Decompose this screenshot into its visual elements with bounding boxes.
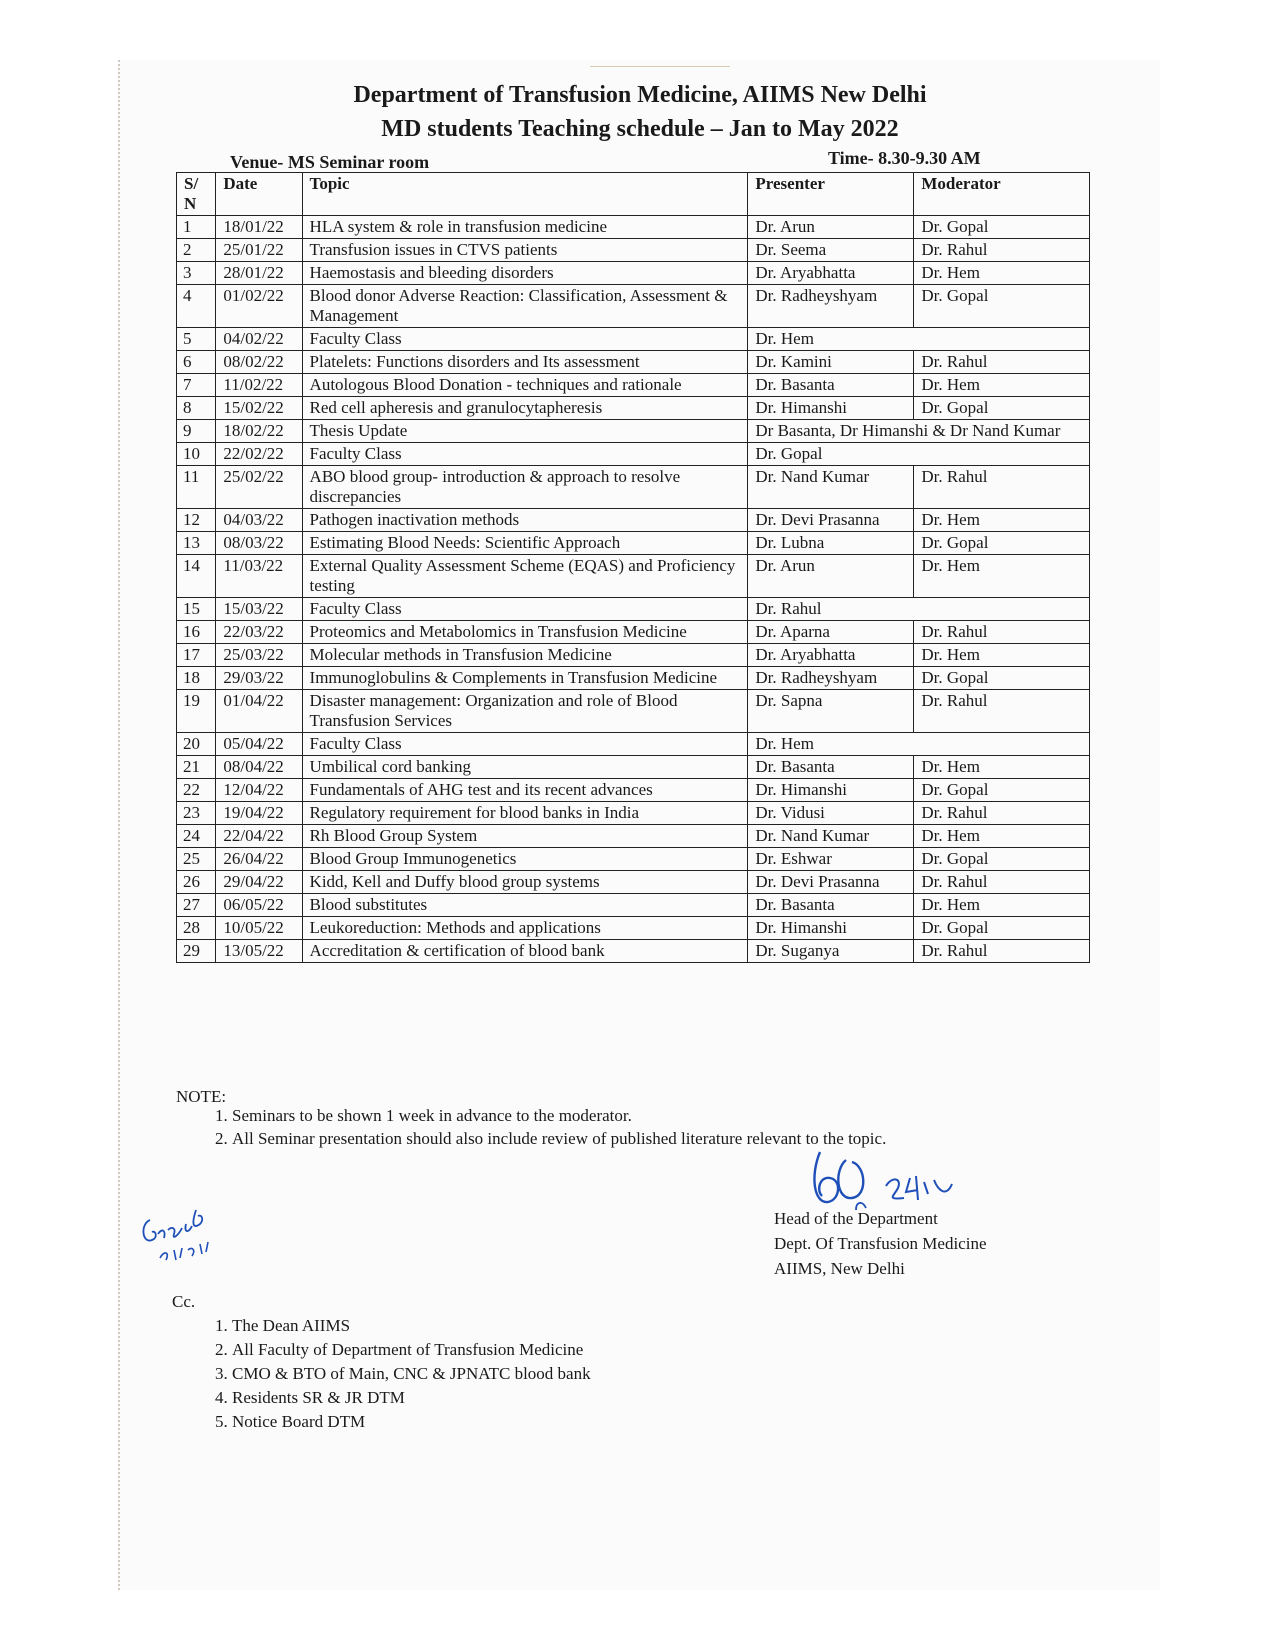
table-row	[177, 871, 1090, 894]
row-date: 13/05/22	[216, 940, 302, 963]
row-moderator: Dr. Gopal	[914, 532, 1090, 555]
row-presenter: Dr. Basanta	[748, 374, 914, 397]
row-topic: Immunoglobulins & Complements in Transfusion Medicine	[302, 667, 748, 690]
row-moderator: Dr. Gopal	[914, 397, 1090, 420]
document-subtitle: MD students Teaching schedule – Jan to May 2022	[381, 116, 899, 142]
row-topic: Accreditation & certification of blood bank	[302, 940, 748, 963]
row-sn: 23	[177, 802, 216, 825]
row-date: 18/02/22	[216, 420, 302, 443]
row-sn: 8	[177, 397, 216, 420]
schedule-table	[176, 172, 1090, 963]
row-sn: 27	[177, 894, 216, 917]
header-rule	[590, 66, 730, 67]
table-row	[177, 756, 1090, 779]
row-topic: Faculty Class	[302, 328, 748, 351]
row-moderator: Dr. Gopal	[914, 285, 1090, 328]
row-moderator: Dr. Rahul	[914, 621, 1090, 644]
row-date: 11/03/22	[216, 555, 302, 598]
row-sn: 18	[177, 667, 216, 690]
table-row	[177, 644, 1090, 667]
table-row	[177, 779, 1090, 802]
row-presenter: Dr. Aryabhatta	[748, 262, 914, 285]
row-sn: 14	[177, 555, 216, 598]
cc-item: 5. Notice Board DTM	[232, 1410, 591, 1434]
table-row	[177, 690, 1090, 733]
row-presenter: Dr. Eshwar	[748, 848, 914, 871]
row-date: 01/02/22	[216, 285, 302, 328]
row-presenter: Dr. Nand Kumar	[748, 466, 914, 509]
signatory-department: Dept. Of Transfusion Medicine	[774, 1234, 987, 1253]
table-row	[177, 328, 1090, 351]
row-date: 25/03/22	[216, 644, 302, 667]
signatory-title: Head of the Department	[774, 1209, 938, 1228]
table-row	[177, 216, 1090, 239]
row-presenter: Dr. Aryabhatta	[748, 644, 914, 667]
table-row	[177, 374, 1090, 397]
row-moderator: Dr. Hem	[914, 894, 1090, 917]
row-presenter: Dr. Basanta	[748, 756, 914, 779]
row-topic: Haemostasis and bleeding disorders	[302, 262, 748, 285]
table-row	[177, 894, 1090, 917]
row-topic: Thesis Update	[302, 420, 748, 443]
row-presenter: Dr. Kamini	[748, 351, 914, 374]
row-topic: Faculty Class	[302, 443, 748, 466]
row-moderator: Dr. Rahul	[914, 871, 1090, 894]
row-sn: 11	[177, 466, 216, 509]
row-sn: 16	[177, 621, 216, 644]
table-row	[177, 532, 1090, 555]
row-topic: Leukoreduction: Methods and applications	[302, 917, 748, 940]
row-topic: Faculty Class	[302, 733, 748, 756]
row-moderator: Dr. Rahul	[914, 466, 1090, 509]
row-presenter: Dr. Rahul	[748, 598, 1090, 621]
header-sn: S/ N	[177, 173, 216, 216]
cc-label: Cc.	[172, 1292, 196, 1311]
row-topic: Umbilical cord banking	[302, 756, 748, 779]
row-moderator: Dr. Rahul	[914, 690, 1090, 733]
row-topic: Platelets: Functions disorders and Its assessment	[302, 351, 748, 374]
row-presenter: Dr. Devi Prasanna	[748, 509, 914, 532]
header-topic: Topic	[302, 173, 748, 216]
row-moderator: Dr. Rahul	[914, 940, 1090, 963]
row-sn: 10	[177, 443, 216, 466]
row-sn: 17	[177, 644, 216, 667]
row-sn: 6	[177, 351, 216, 374]
row-moderator: Dr. Gopal	[914, 667, 1090, 690]
row-topic: Disaster management: Organization and role of Blood Transfusion Services	[302, 690, 748, 733]
row-date: 01/04/22	[216, 690, 302, 733]
row-date: 15/02/22	[216, 397, 302, 420]
row-sn: 1	[177, 216, 216, 239]
row-presenter: Dr. Vidusi	[748, 802, 914, 825]
row-topic: Pathogen inactivation methods	[302, 509, 748, 532]
row-date: 04/03/22	[216, 509, 302, 532]
row-presenter: Dr. Radheyshyam	[748, 667, 914, 690]
row-topic: ABO blood group- introduction & approach to resolve discrepancies	[302, 466, 748, 509]
row-moderator: Dr. Hem	[914, 374, 1090, 397]
row-moderator: Dr. Rahul	[914, 239, 1090, 262]
row-topic: Molecular methods in Transfusion Medicine	[302, 644, 748, 667]
row-date: 12/04/22	[216, 779, 302, 802]
row-topic: Estimating Blood Needs: Scientific Approach	[302, 532, 748, 555]
row-date: 19/04/22	[216, 802, 302, 825]
row-presenter: Dr. Devi Prasanna	[748, 871, 914, 894]
row-presenter: Dr. Himanshi	[748, 779, 914, 802]
signatory-institute: AIIMS, New Delhi	[774, 1259, 905, 1278]
table-row	[177, 285, 1090, 328]
row-sn: 3	[177, 262, 216, 285]
cc-item: 1. The Dean AIIMS	[232, 1314, 591, 1338]
notes-list	[200, 1104, 886, 1150]
table-row	[177, 733, 1090, 756]
table-row	[177, 621, 1090, 644]
row-presenter: Dr. Himanshi	[748, 917, 914, 940]
row-moderator: Dr. Hem	[914, 644, 1090, 667]
row-moderator: Dr. Hem	[914, 509, 1090, 532]
table-row	[177, 555, 1090, 598]
row-sn: 19	[177, 690, 216, 733]
table-header-row	[177, 173, 1090, 216]
row-date: 08/04/22	[216, 756, 302, 779]
row-presenter: Dr. Hem	[748, 733, 1090, 756]
row-presenter: Dr. Lubna	[748, 532, 914, 555]
table-row	[177, 397, 1090, 420]
row-presenter: Dr. Radheyshyam	[748, 285, 914, 328]
row-moderator: Dr. Gopal	[914, 917, 1090, 940]
row-topic: Transfusion issues in CTVS patients	[302, 239, 748, 262]
row-date: 22/04/22	[216, 825, 302, 848]
cc-item: 2. All Faculty of Department of Transfusion Medicine	[232, 1338, 591, 1362]
row-date: 11/02/22	[216, 374, 302, 397]
signature-block	[774, 1206, 986, 1281]
row-sn: 21	[177, 756, 216, 779]
table-row	[177, 667, 1090, 690]
row-sn: 25	[177, 848, 216, 871]
row-sn: 5	[177, 328, 216, 351]
row-date: 28/01/22	[216, 262, 302, 285]
header-moderator: Moderator	[914, 173, 1090, 216]
row-presenter: Dr. Aparna	[748, 621, 914, 644]
row-moderator: Dr. Hem	[914, 555, 1090, 598]
cc-item: 4. Residents SR & JR DTM	[232, 1386, 591, 1410]
row-topic: Proteomics and Metabolomics in Transfusion Medicine	[302, 621, 748, 644]
header-date: Date	[216, 173, 302, 216]
row-presenter: Dr. Nand Kumar	[748, 825, 914, 848]
table-row	[177, 598, 1090, 621]
row-date: 10/05/22	[216, 917, 302, 940]
venue-label: Venue- MS Seminar room	[230, 152, 430, 172]
row-moderator: Dr. Hem	[914, 756, 1090, 779]
row-date: 25/02/22	[216, 466, 302, 509]
row-date: 08/02/22	[216, 351, 302, 374]
row-presenter: Dr. Hem	[748, 328, 1090, 351]
row-topic: Autologous Blood Donation - techniques and rationale	[302, 374, 748, 397]
row-date: 06/05/22	[216, 894, 302, 917]
row-sn: 29	[177, 940, 216, 963]
row-sn: 24	[177, 825, 216, 848]
row-presenter: Dr. Sapna	[748, 690, 914, 733]
row-presenter: Dr. Seema	[748, 239, 914, 262]
row-moderator: Dr. Rahul	[914, 351, 1090, 374]
row-moderator: Dr. Gopal	[914, 848, 1090, 871]
row-date: 29/04/22	[216, 871, 302, 894]
row-sn: 9	[177, 420, 216, 443]
time-label: Time- 8.30-9.30 AM	[828, 148, 981, 168]
row-presenter: Dr Basanta, Dr Himanshi & Dr Nand Kumar	[748, 420, 1090, 443]
table-row	[177, 262, 1090, 285]
row-moderator: Dr. Gopal	[914, 216, 1090, 239]
row-presenter: Dr. Gopal	[748, 443, 1090, 466]
row-moderator: Dr. Hem	[914, 262, 1090, 285]
row-sn: 15	[177, 598, 216, 621]
row-topic: External Quality Assessment Scheme (EQAS) and Proficiency testing	[302, 555, 748, 598]
note-item: 1. Seminars to be shown 1 week in advance to the moderator.	[232, 1104, 886, 1127]
row-sn: 13	[177, 532, 216, 555]
row-date: 25/01/22	[216, 239, 302, 262]
row-date: 26/04/22	[216, 848, 302, 871]
row-topic: Fundamentals of AHG test and its recent advances	[302, 779, 748, 802]
row-date: 15/03/22	[216, 598, 302, 621]
document-page	[118, 60, 1160, 1590]
row-topic: Blood donor Adverse Reaction: Classification, Assessment & Management	[302, 285, 748, 328]
table-row	[177, 940, 1090, 963]
row-topic: Rh Blood Group System	[302, 825, 748, 848]
row-date: 22/02/22	[216, 443, 302, 466]
row-sn: 4	[177, 285, 216, 328]
table-row	[177, 509, 1090, 532]
row-sn: 12	[177, 509, 216, 532]
row-presenter: Dr. Arun	[748, 216, 914, 239]
row-topic: Regulatory requirement for blood banks in India	[302, 802, 748, 825]
row-topic: HLA system & role in transfusion medicine	[302, 216, 748, 239]
row-sn: 7	[177, 374, 216, 397]
table-row	[177, 239, 1090, 262]
row-sn: 26	[177, 871, 216, 894]
row-topic: Kidd, Kell and Duffy blood group systems	[302, 871, 748, 894]
row-sn: 22	[177, 779, 216, 802]
table-row	[177, 825, 1090, 848]
header-presenter: Presenter	[748, 173, 914, 216]
row-moderator: Dr. Rahul	[914, 802, 1090, 825]
row-presenter: Dr. Arun	[748, 555, 914, 598]
row-topic: Red cell apheresis and granulocytapheresis	[302, 397, 748, 420]
row-date: 04/02/22	[216, 328, 302, 351]
row-moderator: Dr. Gopal	[914, 779, 1090, 802]
row-sn: 20	[177, 733, 216, 756]
row-moderator: Dr. Hem	[914, 825, 1090, 848]
row-date: 18/01/22	[216, 216, 302, 239]
initials-signature	[138, 1200, 228, 1270]
row-topic: Faculty Class	[302, 598, 748, 621]
table-row	[177, 848, 1090, 871]
row-presenter: Dr. Basanta	[748, 894, 914, 917]
document-title: Department of Transfusion Medicine, AIIMS New Delhi	[353, 82, 927, 108]
table-row	[177, 420, 1090, 443]
table-row	[177, 917, 1090, 940]
row-date: 05/04/22	[216, 733, 302, 756]
row-date: 29/03/22	[216, 667, 302, 690]
row-presenter: Dr. Himanshi	[748, 397, 914, 420]
row-date: 22/03/22	[216, 621, 302, 644]
row-date: 08/03/22	[216, 532, 302, 555]
cc-list	[200, 1314, 591, 1434]
table-row	[177, 351, 1090, 374]
cc-item: 3. CMO & BTO of Main, CNC & JPNATC blood bank	[232, 1362, 591, 1386]
schedule-body	[177, 216, 1090, 963]
row-sn: 2	[177, 239, 216, 262]
row-topic: Blood Group Immunogenetics	[302, 848, 748, 871]
row-topic: Blood substitutes	[302, 894, 748, 917]
row-presenter: Dr. Suganya	[748, 940, 914, 963]
row-sn: 28	[177, 917, 216, 940]
table-row	[177, 443, 1090, 466]
note-label: NOTE:	[176, 1087, 227, 1106]
note-item: 2. All Seminar presentation should also include review of published literature relevant to the topic.	[232, 1127, 886, 1150]
table-row	[177, 802, 1090, 825]
table-row	[177, 466, 1090, 509]
